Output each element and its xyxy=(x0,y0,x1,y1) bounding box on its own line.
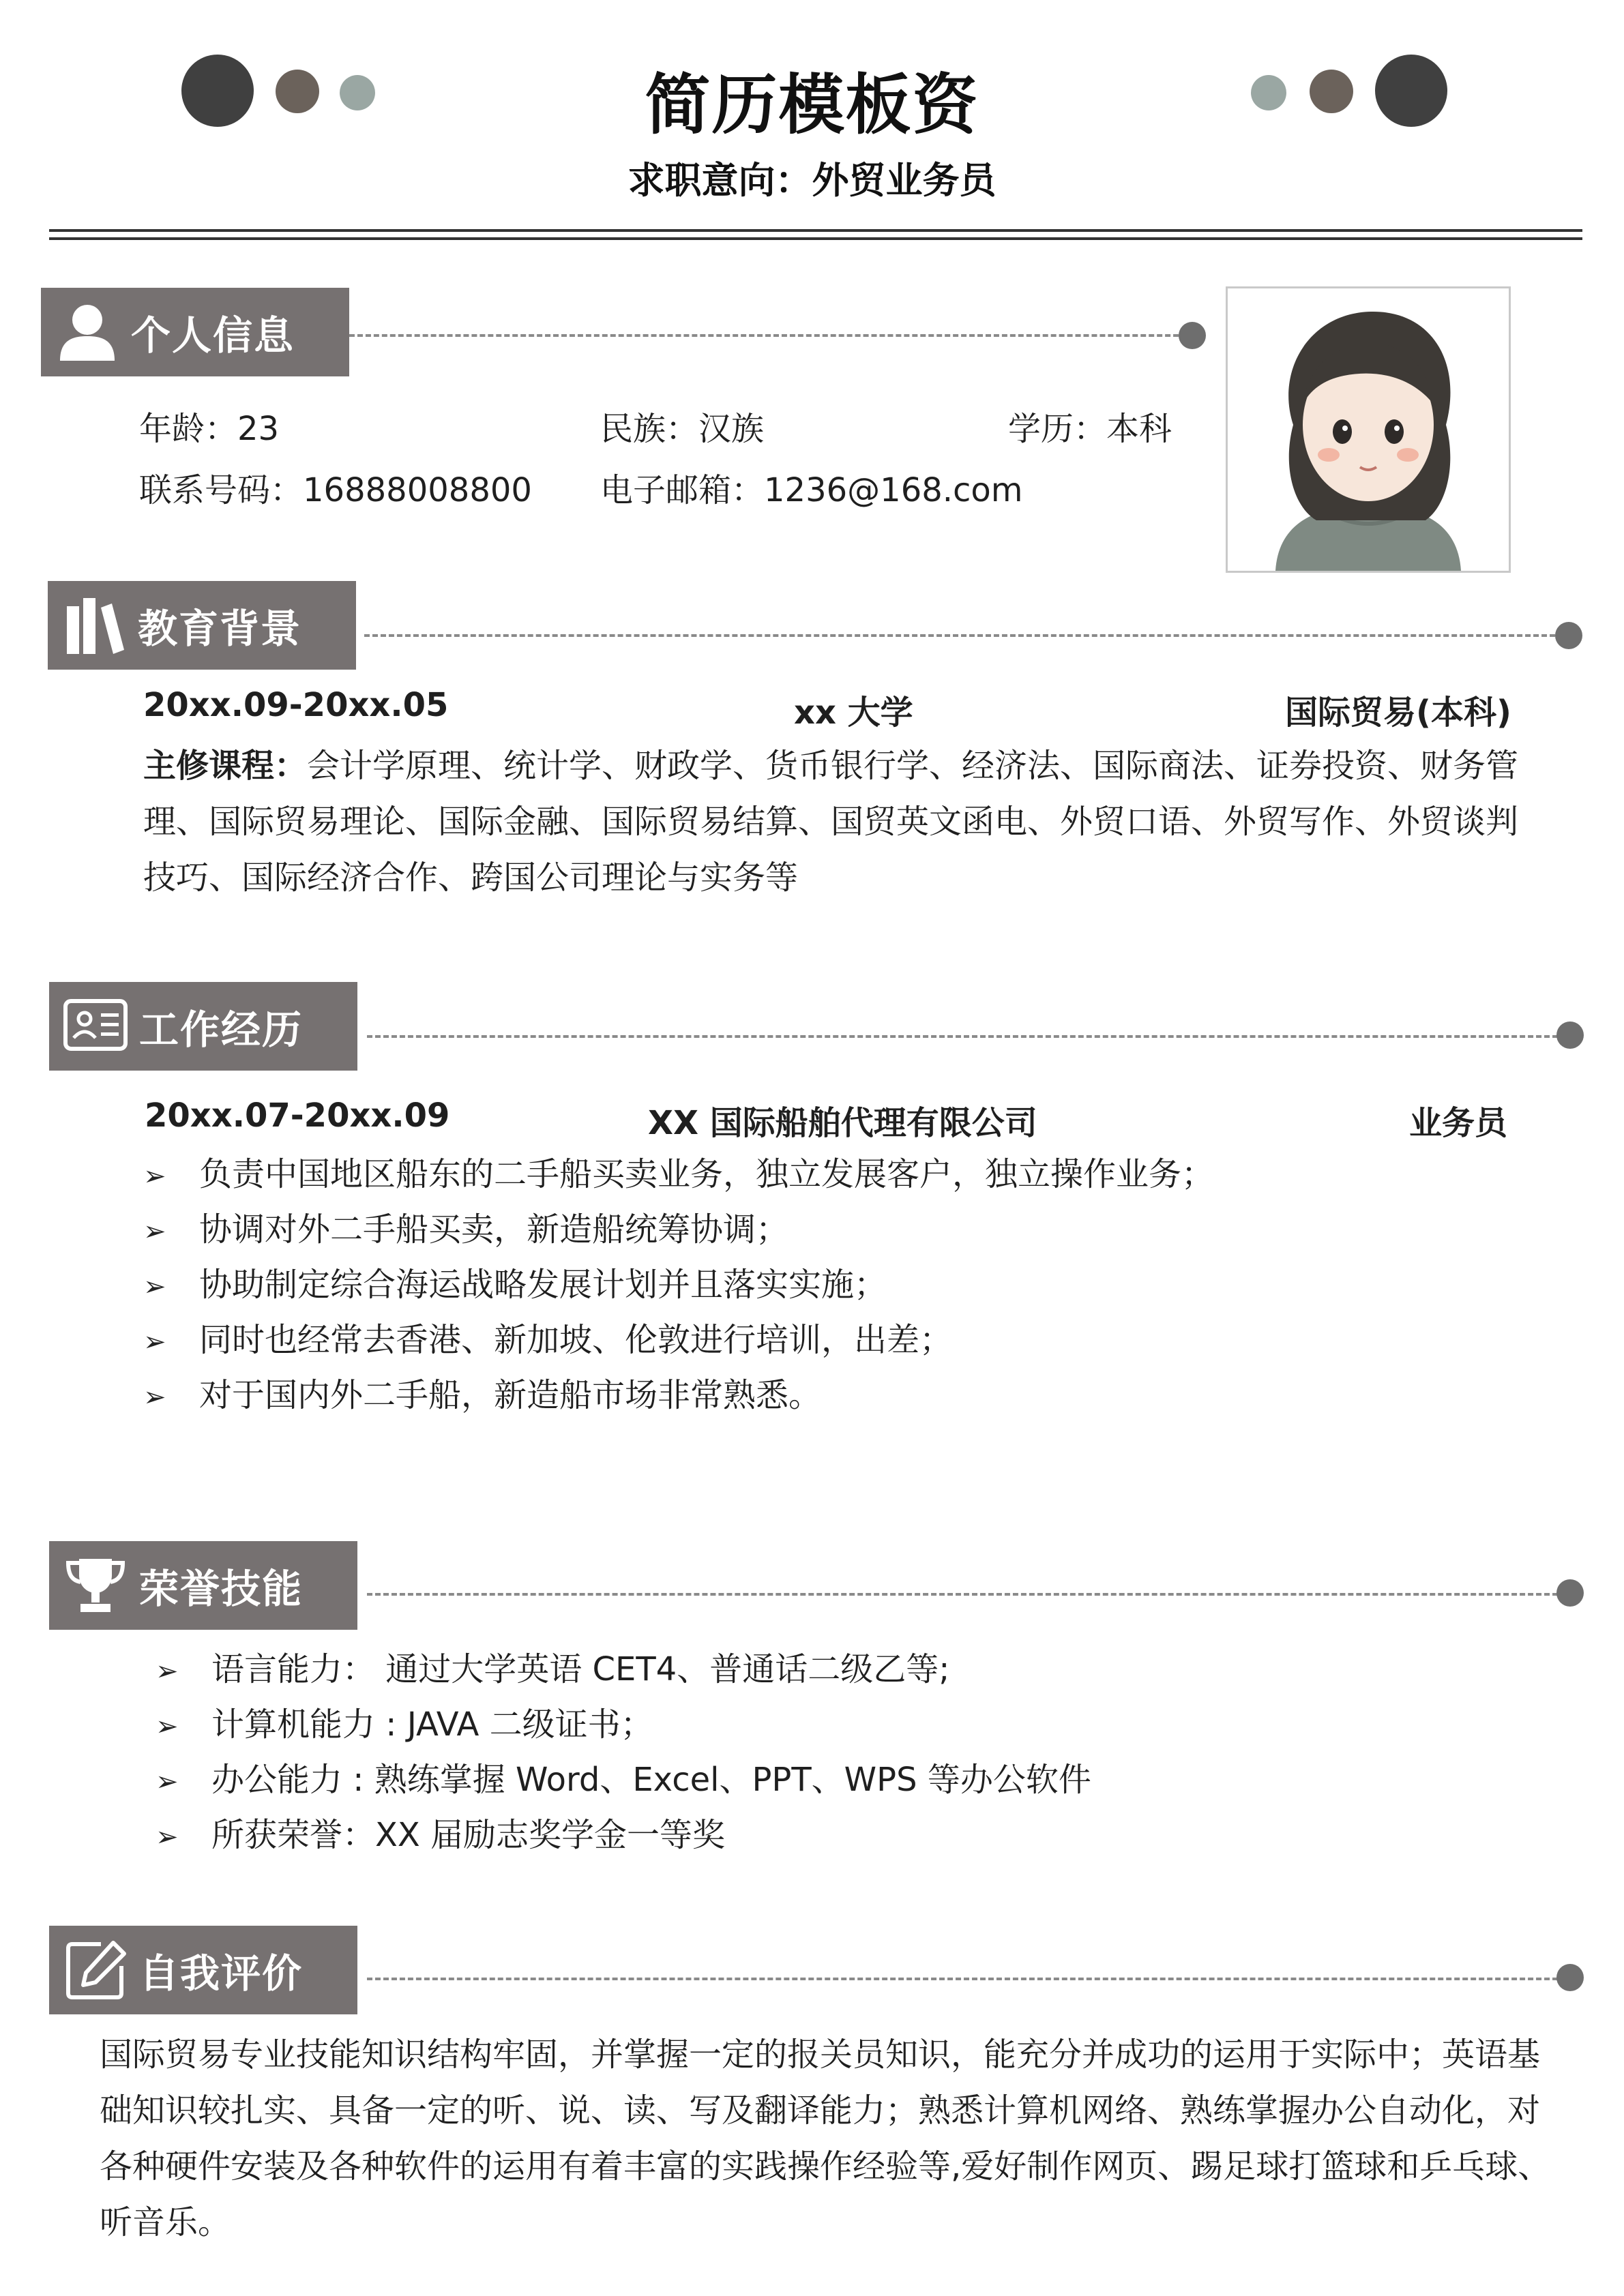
work-position: 业务员 xyxy=(1409,1104,1508,1142)
section-title-education: 教育背景 xyxy=(138,606,302,652)
section-rule-self xyxy=(367,1978,1574,1980)
section-header-work xyxy=(49,982,357,1071)
arrow-bullet-icon: ➢ xyxy=(143,1382,166,1413)
list-item xyxy=(143,1147,1214,1202)
duty-text: 协助制定综合海运战略发展计划并且落实实施； xyxy=(199,1266,887,1304)
list-item xyxy=(156,1697,1091,1753)
self-eval-line-4: 听音乐。 xyxy=(100,2203,231,2241)
section-rule-honors xyxy=(367,1593,1574,1596)
edu-major: 国际贸易(本科) xyxy=(1285,694,1511,732)
person-icon xyxy=(53,298,121,366)
section-title-self: 自我评价 xyxy=(139,1950,304,1997)
section-rule-work xyxy=(367,1035,1574,1038)
info-age: 年龄：23 xyxy=(139,410,280,448)
edu-courses xyxy=(143,738,1535,906)
self-evaluation-text xyxy=(100,2027,1551,2250)
section-header-education xyxy=(48,581,356,670)
list-item xyxy=(143,1368,1214,1423)
section-header-honors xyxy=(49,1541,357,1630)
duty-text: 同时也经常去香港、新加坡、伦敦进行培训，出差； xyxy=(199,1321,953,1359)
self-eval-line-1: 国际贸易专业技能知识结构牢固，并掌握一定的报关员知识，能充分并成功的运用于实际中；英语基 xyxy=(100,2036,1541,2074)
honor-text: 所获荣誉：XX 届励志奖学金一等奖 xyxy=(211,1816,726,1854)
section-header-personal xyxy=(41,288,349,376)
section-rule-dot-personal xyxy=(1179,322,1206,349)
courses-label: 主修课程： xyxy=(143,747,308,785)
duty-text: 协调对外二手船买卖，新造船统筹协调； xyxy=(199,1210,789,1249)
section-rule-dot-honors xyxy=(1556,1579,1584,1607)
section-rule-dot-education xyxy=(1555,622,1582,649)
list-item xyxy=(156,1642,1091,1697)
arrow-bullet-icon: ➢ xyxy=(156,1766,179,1798)
arrow-bullet-icon: ➢ xyxy=(143,1271,166,1302)
header-divider-bottom xyxy=(49,237,1582,240)
list-item xyxy=(143,1257,1214,1313)
self-eval-line-3: 各种硬件安装及各种软件的运用有着丰富的实践操作经验等,爱好制作网页、踢足球打篮球和乒乓球、 xyxy=(100,2147,1551,2186)
courses-line-2: 理、国际贸易理论、国际金融、国际贸易结算、国贸英文函电、外贸口语、外贸写作、外贸谈判 xyxy=(143,803,1519,841)
list-item xyxy=(156,1808,1091,1863)
id-card-icon xyxy=(61,992,130,1060)
books-icon xyxy=(60,591,128,659)
honor-text: 计算机能力 : JAVA 二级证书； xyxy=(211,1705,653,1744)
info-email: 电子邮箱：1236@168.com xyxy=(600,471,1023,509)
section-rule-personal xyxy=(349,334,1195,337)
arrow-bullet-icon: ➢ xyxy=(156,1711,179,1742)
section-rule-education xyxy=(364,634,1571,637)
duty-text: 负责中国地区船东的二手船买卖业务，独立发展客户，独立操作业务； xyxy=(199,1155,1215,1193)
trophy-icon xyxy=(61,1551,130,1620)
arrow-bullet-icon: ➢ xyxy=(143,1326,166,1358)
edu-school: xx 大学 xyxy=(794,694,913,732)
section-title-personal: 个人信息 xyxy=(131,312,295,359)
self-eval-line-2: 础知识较扎实、具备一定的听、说、读、写及翻译能力；熟悉计算机网络、熟练掌握办公自动化，对 xyxy=(100,2091,1541,2130)
arrow-bullet-icon: ➢ xyxy=(143,1161,166,1192)
section-rule-dot-work xyxy=(1556,1022,1584,1049)
section-rule-dot-self xyxy=(1556,1964,1584,1991)
work-period: 20xx.07-20xx.09 xyxy=(145,1097,450,1135)
profile-photo xyxy=(1226,286,1511,573)
arrow-bullet-icon: ➢ xyxy=(156,1821,179,1853)
edit-icon xyxy=(61,1936,130,2004)
arrow-bullet-icon: ➢ xyxy=(156,1656,179,1687)
honor-text: 语言能力： 通过大学英语 CET4、普通话二级乙等; xyxy=(211,1650,950,1688)
edu-period: 20xx.09-20xx.05 xyxy=(143,686,449,724)
list-item xyxy=(143,1202,1214,1257)
courses-line-1: 会计学原理、统计学、财政学、货币银行学、经济法、国际商法、证券投资、财务管 xyxy=(307,747,1519,785)
info-degree: 学历：本科 xyxy=(1008,410,1172,448)
list-item xyxy=(143,1313,1214,1368)
section-title-honors: 荣誉技能 xyxy=(139,1566,304,1612)
honor-text: 办公能力 : 熟练掌握 Word、Excel、PPT、WPS 等办公软件 xyxy=(211,1761,1091,1799)
section-header-self xyxy=(49,1926,357,2014)
section-title-work: 工作经历 xyxy=(139,1007,304,1053)
arrow-bullet-icon: ➢ xyxy=(143,1216,166,1247)
work-duties-list xyxy=(143,1147,1214,1423)
list-item xyxy=(156,1753,1091,1808)
info-phone: 联系号码：16888008800 xyxy=(139,471,532,509)
duty-text: 对于国内外二手船，新造船市场非常熟悉。 xyxy=(199,1376,822,1414)
courses-line-3: 技巧、国际经济合作、跨国公司理论与实务等 xyxy=(143,859,799,897)
page-title: 简历模板资 xyxy=(645,67,979,143)
honors-list xyxy=(156,1642,1091,1863)
job-objective: 求职意向：外贸业务员 xyxy=(628,159,996,202)
header-divider-top xyxy=(49,229,1582,232)
info-ethnicity: 民族：汉族 xyxy=(600,410,765,448)
work-company: XX 国际船舶代理有限公司 xyxy=(648,1104,1037,1142)
